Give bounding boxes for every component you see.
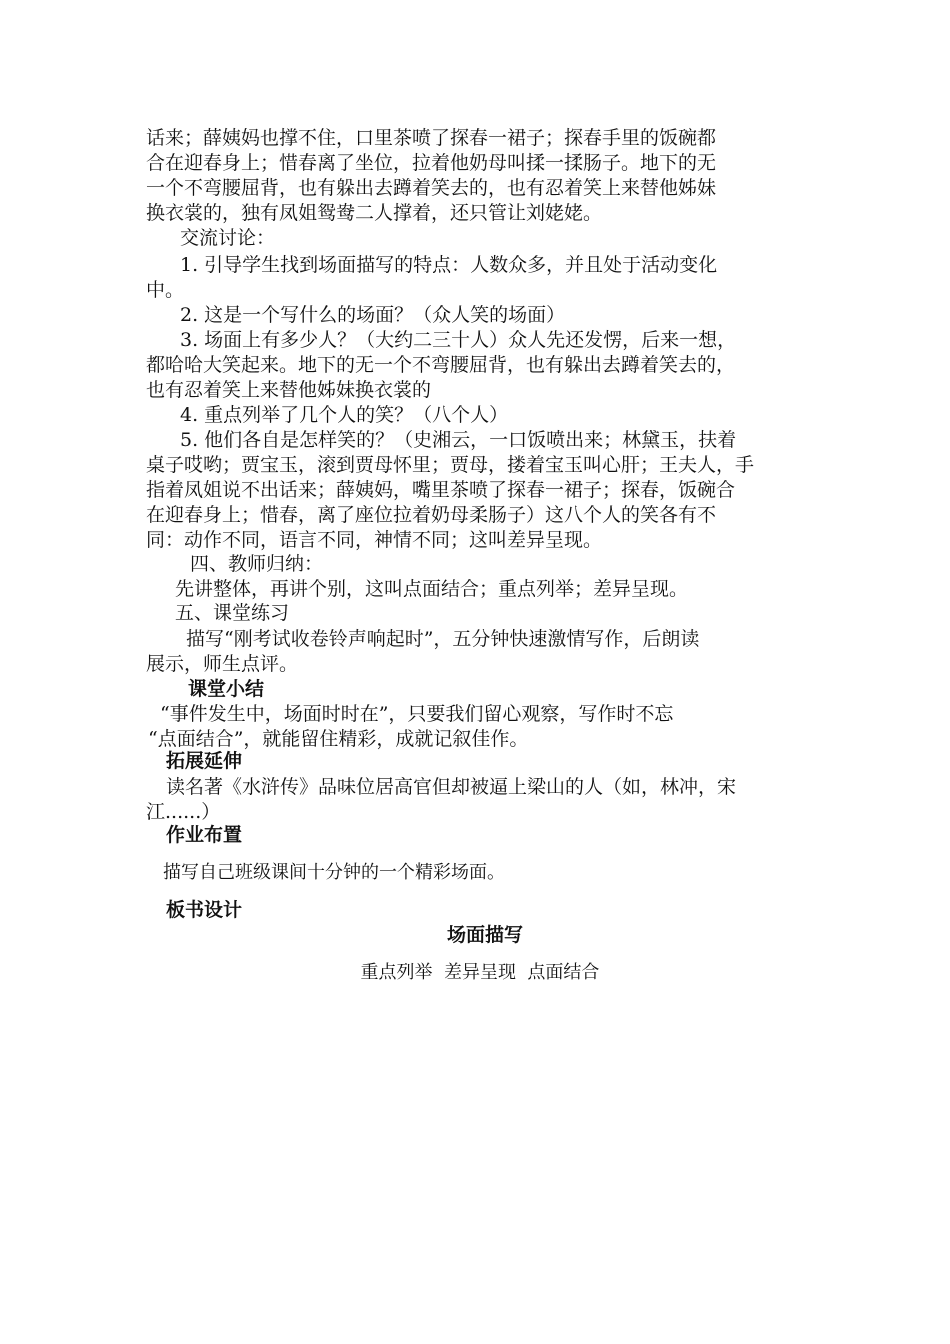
discussion-item-1: 1. 引导学生找到场面描写的特点：人数众多，并且处于活动变化	[180, 254, 718, 276]
paragraph-line: 话来；薛姨妈也撑不住，口里茶喷了探春一裙子；探春手里的饭碗都	[146, 127, 717, 149]
discussion-item-4: 4. 重点列举了几个人的笑？（八个人）	[180, 404, 509, 426]
discussion-item-5-cont: 同：动作不同，语言不同，神情不同；这叫差异呈现。	[146, 529, 603, 551]
class-summary-text: “事件发生中，场面时时在”，只要我们留心观察，写作时不忘	[160, 703, 674, 725]
discussion-item-5-cont: 桌子哎哟；贾宝玉，滚到贾母怀里；贾母，搂着宝玉叫心肝；王夫人，手	[146, 454, 755, 476]
homework-text: 描写自己班级课间十分钟的一个精彩场面。	[163, 862, 505, 883]
discussion-item-2: 2. 这是一个写什么的场面？（众人笑的场面）	[180, 304, 566, 326]
discussion-heading: 交流讨论：	[180, 227, 276, 249]
paragraph-line: 换衣裳的，独有凤姐鸳鸯二人撑着，还只管让刘姥姥。	[146, 202, 603, 224]
extension-text-cont: 江......）	[146, 801, 221, 823]
paragraph-line: 一个不弯腰屈背，也有躲出去蹲着笑去的，也有忍着笑上来替他姊妹	[146, 177, 717, 199]
practice-text: 描写“刚考试收卷铃声响起时”，五分钟快速激情写作，后朗读	[186, 628, 700, 650]
discussion-item-3-cont: 也有忍着笑上来替他姊妹换衣裳的	[146, 379, 432, 401]
discussion-item-3-cont: 都哈哈大笑起来。地下的无一个不弯腰屈背，也有躲出去蹲着笑去的，	[146, 354, 736, 376]
discussion-item-5-cont: 指着凤姐说不出话来；薛姨妈，嘴里茶喷了探春一裙子；探春，饭碗合	[146, 479, 736, 501]
board-design-heading: 板书设计	[166, 899, 243, 921]
discussion-item-3: 3. 场面上有多少人？（大约二三十人）众人先还发愣，后来一想，	[180, 329, 737, 351]
discussion-item-5: 5. 他们各自是怎样笑的？（史湘云，一口饭喷出来；林黛玉，扶着	[180, 429, 737, 451]
practice-text-cont: 展示，师生点评。	[146, 653, 299, 675]
extension-text: 读名著《水浒传》品味位居高官但却被逼上梁山的人（如，林冲，宋	[166, 776, 737, 798]
board-design-title: 场面描写	[446, 924, 523, 946]
teacher-summary-heading: 四、教师归纳：	[190, 553, 324, 575]
class-summary-heading: 课堂小结	[188, 678, 265, 700]
class-summary-text-cont: “点面结合”，就能留住精彩，成就记叙佳作。	[148, 728, 529, 750]
practice-heading: 五、课堂练习	[175, 602, 290, 624]
extension-heading: 拓展延伸	[166, 750, 243, 772]
discussion-item-1-cont: 中。	[146, 279, 185, 301]
board-design-keywords: 重点列举 差异呈现 点面结合	[360, 962, 600, 983]
teacher-summary-text: 先讲整体，再讲个别，这叫点面结合；重点列举；差异呈现。	[175, 578, 689, 600]
paragraph-line: 合在迎春身上；惜春离了坐位，拉着他奶母叫揉一揉肠子。地下的无	[146, 152, 717, 174]
homework-heading: 作业布置	[166, 824, 243, 846]
discussion-item-5-cont: 在迎春身上；惜春，离了座位拉着奶母柔肠子）这八个人的笑各有不	[146, 504, 717, 526]
